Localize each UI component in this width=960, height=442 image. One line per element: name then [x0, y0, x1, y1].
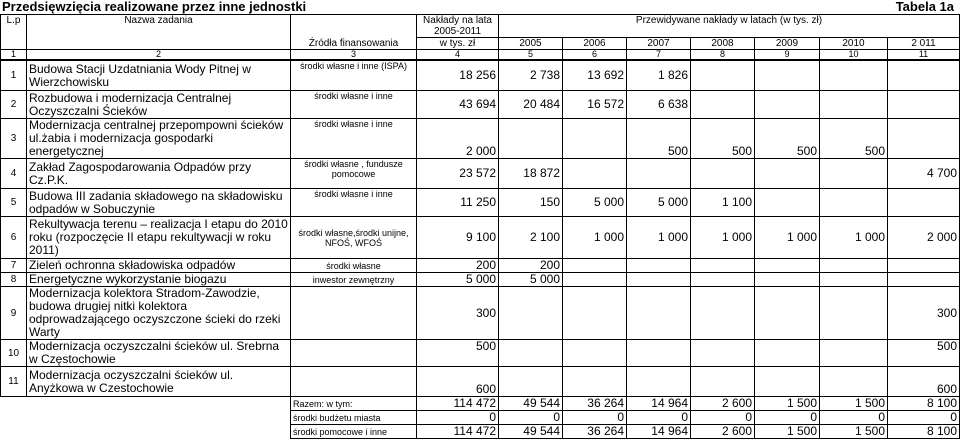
- year-value-cell: 16 572: [563, 91, 627, 119]
- year-value-cell: [627, 287, 691, 340]
- total-outlay-cell: 5 000: [417, 273, 499, 287]
- summary-value-cell: 0: [820, 411, 888, 425]
- year-value-cell: [755, 287, 820, 340]
- year-value-cell: [499, 119, 563, 159]
- column-number: 4: [417, 50, 499, 60]
- row-number-cell: 1: [1, 61, 27, 91]
- summary-value-cell: 49 544: [499, 425, 563, 439]
- task-name-cell: Budowa Stacji Uzdatniania Wody Pitnej w Wierzchowisku: [27, 61, 291, 91]
- summary-label: środki pomocowe i inne: [291, 425, 417, 439]
- row-number-cell: 9: [1, 287, 27, 340]
- year-value-cell: [627, 273, 691, 287]
- funding-source-cell: inwestor zewnętrzny: [291, 273, 417, 287]
- year-value-cell: [820, 287, 888, 340]
- summary-value-cell: 0: [627, 411, 691, 425]
- year-value-cell: 500: [820, 119, 888, 159]
- table-row: [1, 367, 960, 397]
- year-value-cell: [627, 367, 691, 397]
- year-value-cell: 4 700: [888, 159, 960, 189]
- year-value-cell: [691, 273, 755, 287]
- table-row: [1, 119, 960, 159]
- summary-value-cell: 1 500: [820, 425, 888, 439]
- funding-source-cell: środki własne i inne (ISPA): [291, 61, 417, 91]
- row-number-cell: 4: [1, 159, 27, 189]
- row-number-cell: 3: [1, 119, 27, 159]
- total-outlay-cell: 9 100: [417, 217, 499, 259]
- funding-source-cell: środki własne i inne: [291, 91, 417, 119]
- total-outlay-cell: 2 000: [417, 119, 499, 159]
- year-value-cell: [820, 259, 888, 273]
- summary-row: [1, 411, 960, 425]
- year-value-cell: 5 000: [627, 189, 691, 217]
- year-value-cell: 500: [888, 340, 960, 367]
- title-bar: [0, 0, 960, 14]
- row-number-cell: 11: [1, 367, 27, 397]
- page-title: Przedsięwzięcia realizowane przez inne jednostki: [2, 0, 307, 14]
- summary-row: [1, 425, 960, 439]
- year-value-cell: 150: [499, 189, 563, 217]
- year-value-cell: [755, 367, 820, 397]
- summary-label: środki budżetu miasta: [291, 411, 417, 425]
- year-value-cell: 5 000: [499, 273, 563, 287]
- column-number: 2: [27, 50, 291, 60]
- total-outlay-cell: 500: [417, 340, 499, 367]
- summary-value-cell: 2 600: [691, 425, 755, 439]
- year-value-cell: 2 738: [499, 61, 563, 91]
- row-number-cell: 10: [1, 340, 27, 367]
- table-row: [1, 273, 960, 287]
- year-value-cell: [755, 259, 820, 273]
- year-value-cell: 6 638: [627, 91, 691, 119]
- task-name-cell: Modernizacja kolektora Stradom-Zawodzie, budowa drugiej nitki kolektora odprowadzającego oczyszczone ścieki do rzeki Warty: [27, 287, 291, 340]
- summary-value-cell: 1 500: [755, 397, 820, 411]
- task-name-cell: Modernizacja oczyszczalni ścieków ul. Srebrna w Częstochowie: [27, 340, 291, 367]
- year-value-cell: 1 100: [691, 189, 755, 217]
- summary-value-cell: 2 600: [691, 397, 755, 411]
- funding-source-cell: [291, 287, 417, 340]
- year-header: 2010: [820, 38, 888, 50]
- table-row: [1, 91, 960, 119]
- year-value-cell: [627, 259, 691, 273]
- summary-row: [1, 397, 960, 411]
- investment-table: [0, 14, 960, 60]
- year-value-cell: [820, 189, 888, 217]
- total-outlay-cell: 600: [417, 367, 499, 397]
- summary-value-cell: 1 500: [755, 425, 820, 439]
- summary-value-cell: 0: [755, 411, 820, 425]
- column-number: 10: [820, 50, 888, 60]
- year-value-cell: [691, 340, 755, 367]
- task-name-cell: Budowa III zadania składowego na składowisku odpadów w Sobuczynie: [27, 189, 291, 217]
- table-row: [1, 159, 960, 189]
- year-value-cell: [820, 340, 888, 367]
- year-value-cell: [755, 189, 820, 217]
- year-value-cell: [820, 159, 888, 189]
- year-value-cell: 1 000: [755, 217, 820, 259]
- year-value-cell: [563, 259, 627, 273]
- year-value-cell: 1 826: [627, 61, 691, 91]
- year-value-cell: [691, 159, 755, 189]
- year-value-cell: [755, 91, 820, 119]
- year-value-cell: [563, 273, 627, 287]
- table-label: Tabela 1a: [895, 0, 954, 14]
- year-value-cell: 500: [755, 119, 820, 159]
- year-value-cell: 200: [499, 259, 563, 273]
- year-value-cell: [888, 119, 960, 159]
- year-value-cell: 18 872: [499, 159, 563, 189]
- year-value-cell: [627, 340, 691, 367]
- year-header: 2 011: [888, 38, 960, 50]
- task-name-cell: Rekultywacja terenu – realizacja I etapu do 2010 roku (rozpoczęcie II etapu rekultywacji w roku 2011): [27, 217, 291, 259]
- summary-value-cell: 0: [563, 411, 627, 425]
- summary-label: Razem: w tym:: [291, 397, 417, 411]
- summary-value-cell: 36 264: [563, 397, 627, 411]
- year-value-cell: [820, 367, 888, 397]
- year-value-cell: [563, 159, 627, 189]
- row-number-cell: 7: [1, 259, 27, 273]
- year-value-cell: [820, 91, 888, 119]
- column-number: 3: [291, 50, 417, 60]
- task-name-cell: Zieleń ochronna składowiska odpadów: [27, 259, 291, 273]
- task-name-cell: Zakład Zagospodarowania Odpadów przy Cz.P.K.: [27, 159, 291, 189]
- year-value-cell: 500: [627, 119, 691, 159]
- year-value-cell: 300: [888, 287, 960, 340]
- row-number-cell: 5: [1, 189, 27, 217]
- year-value-cell: [499, 287, 563, 340]
- header-row-top: [1, 15, 960, 38]
- year-value-cell: [563, 119, 627, 159]
- year-header: 2006: [563, 38, 627, 50]
- year-value-cell: [888, 273, 960, 287]
- column-number: 1: [1, 50, 27, 60]
- table-row: [1, 259, 960, 273]
- year-value-cell: 20 484: [499, 91, 563, 119]
- year-header: 2005: [499, 38, 563, 50]
- summary-value-cell: 1 500: [820, 397, 888, 411]
- year-value-cell: [499, 340, 563, 367]
- summary-value-cell: 49 544: [499, 397, 563, 411]
- year-value-cell: [888, 91, 960, 119]
- table-row: [1, 217, 960, 259]
- summary-value-cell: 114 472: [417, 425, 499, 439]
- summary-spacer: [1, 425, 291, 439]
- total-outlay-cell: 300: [417, 287, 499, 340]
- summary-value-cell: 0: [888, 411, 960, 425]
- summary-value-cell: 8 100: [888, 397, 960, 411]
- column-number: 9: [755, 50, 820, 60]
- year-value-cell: [755, 159, 820, 189]
- summary-value-cell: 0: [417, 411, 499, 425]
- table-row: [1, 287, 960, 340]
- funding-source-cell: [291, 367, 417, 397]
- year-value-cell: [755, 340, 820, 367]
- summary-value-cell: 14 964: [627, 425, 691, 439]
- total-outlay-cell: 43 694: [417, 91, 499, 119]
- funding-source-cell: środki własne i inne: [291, 119, 417, 159]
- year-value-cell: 5 000: [563, 189, 627, 217]
- year-value-cell: [691, 91, 755, 119]
- source-header: Źródła finansowania: [291, 15, 417, 50]
- summary-value-cell: 114 472: [417, 397, 499, 411]
- year-value-cell: 1 000: [820, 217, 888, 259]
- year-value-cell: [755, 273, 820, 287]
- summary-value-cell: 0: [691, 411, 755, 425]
- year-value-cell: 2 000: [888, 217, 960, 259]
- column-number: 11: [888, 50, 960, 60]
- year-value-cell: [627, 159, 691, 189]
- row-number-cell: 6: [1, 217, 27, 259]
- year-value-cell: [888, 189, 960, 217]
- year-value-cell: 600: [888, 367, 960, 397]
- year-value-cell: [691, 259, 755, 273]
- task-name-cell: Modernizacja oczyszczalni ścieków ul. Anyżkowa w Czestochowie: [27, 367, 291, 397]
- outlay-unit: w tys. zł: [417, 38, 499, 50]
- row-number-cell: 2: [1, 91, 27, 119]
- year-value-cell: 1 000: [563, 217, 627, 259]
- year-value-cell: [563, 340, 627, 367]
- summary-spacer: [1, 397, 291, 411]
- column-number: 8: [691, 50, 755, 60]
- year-header: 2009: [755, 38, 820, 50]
- column-number: 7: [627, 50, 691, 60]
- funding-source-cell: środki własne , fundusze pomocowe: [291, 159, 417, 189]
- column-numbers-row: [1, 50, 960, 60]
- total-outlay-cell: 11 250: [417, 189, 499, 217]
- year-header: 2008: [691, 38, 755, 50]
- year-value-cell: [888, 61, 960, 91]
- year-value-cell: [820, 273, 888, 287]
- total-outlay-cell: 23 572: [417, 159, 499, 189]
- year-value-cell: [499, 367, 563, 397]
- year-value-cell: 1 000: [691, 217, 755, 259]
- task-name-cell: Energetyczne wykorzystanie biogazu: [27, 273, 291, 287]
- year-value-cell: [820, 61, 888, 91]
- year-value-cell: 2 100: [499, 217, 563, 259]
- year-value-cell: [691, 287, 755, 340]
- funding-source-cell: środki własne,środki unijne, NFOŚ, WFOŚ: [291, 217, 417, 259]
- column-number: 6: [563, 50, 627, 60]
- year-value-cell: 1 000: [627, 217, 691, 259]
- year-value-cell: [888, 259, 960, 273]
- summary-value-cell: 36 264: [563, 425, 627, 439]
- year-value-cell: 500: [691, 119, 755, 159]
- summary-value-cell: 8 100: [888, 425, 960, 439]
- task-name-cell: Rozbudowa i modernizacja Centralnej Oczyszczalni Ścieków: [27, 91, 291, 119]
- forecast-header: Przewidywane nakłady w latach (w tys. zł): [499, 15, 960, 38]
- name-header: Nazwa zadania: [27, 15, 291, 50]
- total-outlay-cell: 18 256: [417, 61, 499, 91]
- year-value-cell: [691, 61, 755, 91]
- year-value-cell: [563, 367, 627, 397]
- table-row: [1, 189, 960, 217]
- row-number-cell: 8: [1, 273, 27, 287]
- funding-source-cell: środki własne: [291, 259, 417, 273]
- year-value-cell: [563, 287, 627, 340]
- table-row: [1, 61, 960, 91]
- outlay-header: Nakłady na lata 2005-2011: [417, 15, 499, 38]
- summary-value-cell: 14 964: [627, 397, 691, 411]
- data-table: [0, 60, 960, 439]
- summary-spacer: [1, 411, 291, 425]
- year-value-cell: [691, 367, 755, 397]
- summary-value-cell: 0: [499, 411, 563, 425]
- table-row: [1, 340, 960, 367]
- funding-source-cell: środki własne i inne: [291, 189, 417, 217]
- column-number: 5: [499, 50, 563, 60]
- lp-header: L.p: [1, 15, 27, 50]
- year-value-cell: 13 692: [563, 61, 627, 91]
- year-value-cell: [755, 61, 820, 91]
- funding-source-cell: [291, 340, 417, 367]
- total-outlay-cell: 200: [417, 259, 499, 273]
- task-name-cell: Modernizacja centralnej przepompowni ścieków ul.żabia i modernizacja gospodarki energetycznej: [27, 119, 291, 159]
- year-header: 2007: [627, 38, 691, 50]
